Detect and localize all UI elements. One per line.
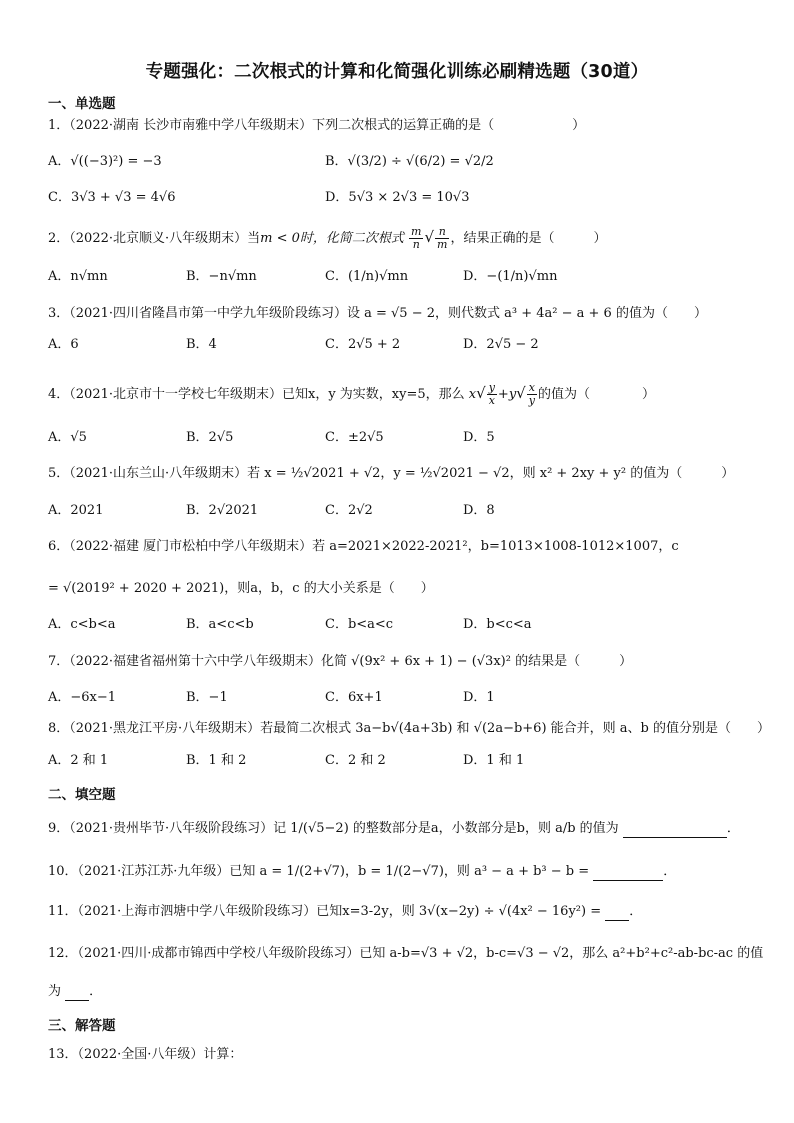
question-10-answer-blank[interactable] — [593, 866, 663, 881]
question-7-option-a: A．−6x−1 — [48, 690, 117, 705]
question-1-option-d: D．5√3 × 2√3 = 10√3 — [325, 190, 470, 205]
question-4-option-a: A．√5 — [48, 430, 87, 445]
question-7-option-c: C．6x+1 — [325, 690, 383, 705]
question-3-option-c: C．2√5 + 2 — [325, 337, 401, 352]
question-2-option-c: C．(1/n)√mn — [325, 269, 409, 284]
question-4-radical-2: √ $\frac{x}{y}$ — [516, 381, 535, 407]
section-heading-single-choice: 一、单选题 — [48, 96, 116, 112]
question-3-option-a: A．6 — [48, 337, 79, 352]
question-8-option-d: D．1 和 1 — [463, 753, 525, 768]
page-title: 专题强化：二次根式的计算和化简强化训练必刷精选题（30道） — [145, 62, 649, 82]
question-2-option-b: B．−n√mn — [186, 269, 257, 284]
section-heading-solutions: 三、解答题 — [48, 1018, 116, 1034]
question-2-radical: √ $\frac{n}{m}$ — [424, 225, 448, 251]
section-heading-fill-in: 二、填空题 — [48, 787, 116, 803]
question-6-option-a: A．c<b<a — [48, 617, 116, 632]
question-4-stem-suffix: 的值为（ ） — [537, 387, 655, 402]
question-7-stem: 7．（2022·福建省福州第十六中学八年级期末）化简 √(9x² + 6x + 1) − (√3x)² 的结果是（ ） — [48, 654, 633, 669]
question-2-option-a: A．n√mn — [48, 269, 108, 284]
question-5-option-c: C．2√2 — [325, 503, 373, 518]
question-1-option-c: C．3√3 + √3 = 4√6 — [48, 190, 176, 205]
question-4-stem: 4．（2021·北京市十一学校七年级期末）已知x，y 为实数，xy=5，那么 x√ $\frac{y}{x}$ +y√ $\frac{x}{y}$ 的值为（ ） — [48, 381, 655, 407]
question-3-option-b: B．4 — [186, 337, 217, 352]
question-11-stem: 11．（2021·上海市泗塘中学八年级阶段练习）已知x=3-2y，则 3√(x−2y) ÷ √(4x² − 16y²) = ． — [48, 904, 643, 919]
question-2-stem-suffix: ，结果正确的是（ ） — [450, 231, 607, 246]
question-4-stem-prefix: 4．（2021·北京市十一学校七年级期末）已知x，y 为实数，xy=5，那么 — [48, 387, 465, 402]
question-12-stem-line-2: 为 ． — [48, 984, 103, 999]
question-9-stem: 9．（2021·贵州毕节·八年级阶段练习）记 1/(√5−2) 的整数部分是a，小数部分是b，则 a/b 的值为 ． — [48, 821, 740, 836]
question-4-option-c: C．±2√5 — [325, 430, 384, 445]
question-3-option-d: D．2√5 − 2 — [463, 337, 539, 352]
question-8-stem: 8．（2021·黑龙江平房·八年级期末）若最简二次根式 3a−b√(4a+3b) 和 √(2a−b+6) 能合并，则 a、b 的值分别是（ ） — [48, 721, 770, 736]
question-6-option-d: D．b<c<a — [463, 617, 532, 632]
question-4-option-d: D．5 — [463, 430, 495, 445]
question-4-option-b: B．2√5 — [186, 430, 234, 445]
question-3-stem: 3．（2021·四川省隆昌市第一中学九年级阶段练习）设 a = √5 − 2，则代数式 a³ + 4a² − a + 6 的值为（ ） — [48, 306, 707, 321]
question-8-option-c: C．2 和 2 — [325, 753, 386, 768]
question-6-option-c: C．b<a<c — [325, 617, 394, 632]
question-11-answer-blank[interactable] — [605, 906, 629, 921]
question-5-option-a: A．2021 — [48, 503, 104, 518]
question-12-stem-line-1: 12．（2021·四川·成都市锦西中学校八年级阶段练习）已知 a-b=√3 + √2，b-c=√3 − √2，那么 a²+b²+c²-ab-bc-ac 的值 — [48, 946, 764, 961]
question-2-stem-prefix: 2．（2022·北京顺义·八年级期末）当 — [48, 231, 261, 246]
question-5-option-b: B．2√2021 — [186, 503, 259, 518]
question-4-radical-1: √ $\frac{y}{x}$ — [476, 381, 495, 407]
question-13-stem: 13．（2022·全国·八年级）计算： — [48, 1047, 243, 1062]
question-8-option-b: B．1 和 2 — [186, 753, 247, 768]
question-5-option-d: D．8 — [463, 503, 495, 518]
question-11-text: 11．（2021·上海市泗塘中学八年级阶段练习）已知x=3-2y，则 3√(x−2y) ÷ √(4x² − 16y²) = — [48, 904, 602, 919]
question-7-option-b: B．−1 — [186, 690, 228, 705]
question-8-option-a: A．2 和 1 — [48, 753, 109, 768]
question-6-stem-line-2: = √(2019² + 2020 + 2021)，则a，b，c 的大小关系是（ ） — [48, 581, 434, 596]
question-2-stem — [48, 226, 754, 251]
question-2-option-d: D．−(1/n)√mn — [463, 269, 558, 284]
question-12-answer-blank[interactable] — [65, 986, 89, 1001]
question-7-option-d: D．1 — [463, 690, 495, 705]
question-1-stem: 1．（2022·湖南 长沙市南雅中学八年级期末）下列二次根式的运算正确的是（ ） — [48, 118, 586, 133]
question-1-option-a: A．√((−3)²) = −3 — [48, 154, 162, 169]
question-9-answer-blank[interactable] — [623, 823, 727, 838]
question-12-text-end: 为 — [48, 984, 62, 999]
question-2-stem-condition: m < 0时，化简二次根式 — [260, 231, 404, 246]
question-2-fraction: $\frac{m}{n}$ — [411, 225, 422, 251]
question-10-stem: 10．（2021·江苏江苏·九年级）已知 a = 1/(2+√7)，b = 1/(2−√7)，则 a³ − a + b³ − b = ． — [48, 864, 677, 879]
question-5-stem: 5．（2021·山东兰山·八年级期末）若 x = ½√2021 + √2，y = ½√2021 − √2，则 x² + 2xy + y² 的值为（ ） — [48, 466, 735, 481]
question-9-text: 9．（2021·贵州毕节·八年级阶段练习）记 1/(√5−2) 的整数部分是a，小数部分是b，则 a/b 的值为 — [48, 821, 619, 836]
question-1-option-b: B．√(3/2) ÷ √(6/2) = √2/2 — [325, 154, 494, 169]
question-6-option-b: B．a<c<b — [186, 617, 254, 632]
question-6-stem-line-1: 6．（2022·福建 厦门市松柏中学八年级期末）若 a=2021×2022-2021²，b=1013×1008-1012×1007，c — [48, 539, 679, 554]
question-10-text: 10．（2021·江苏江苏·九年级）已知 a = 1/(2+√7)，b = 1/(2−√7)，则 a³ − a + b³ − b = — [48, 864, 590, 879]
